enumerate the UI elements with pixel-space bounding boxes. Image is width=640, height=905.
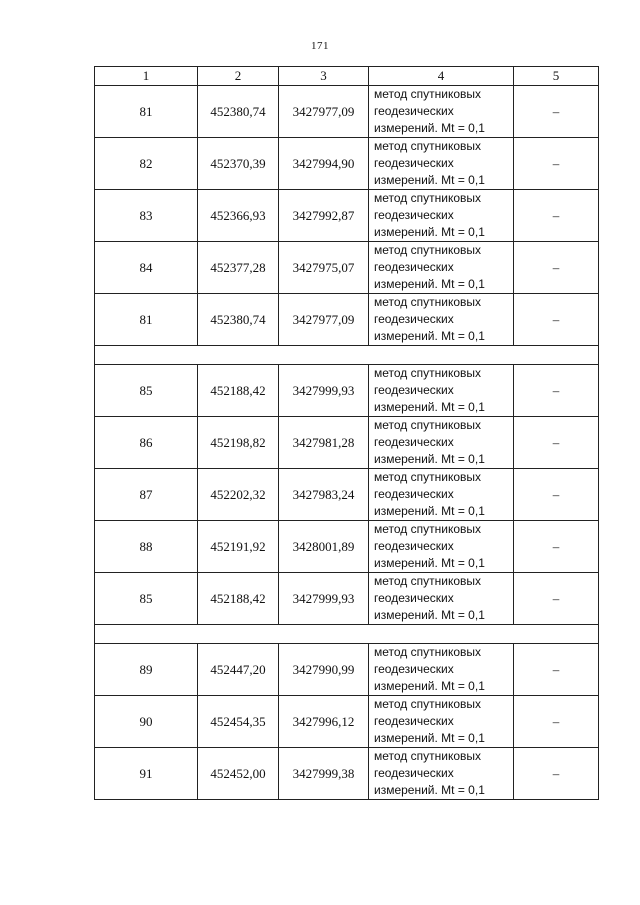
y-coordinate-cell: 3427990,99 xyxy=(279,644,369,696)
x-coordinate-cell: 452380,74 xyxy=(198,294,279,346)
method-text-line: метод спутниковых xyxy=(374,366,482,380)
method-cell xyxy=(369,365,514,417)
method-text-line: метод спутниковых xyxy=(374,139,482,153)
table-row xyxy=(95,242,599,294)
point-number-cell: 85 xyxy=(95,573,198,625)
method-cell xyxy=(369,242,514,294)
note-cell: – xyxy=(514,573,599,625)
point-number-cell: 91 xyxy=(95,748,198,800)
method-text-line: измерений. Mt = 0,1 xyxy=(374,504,485,518)
x-coordinate-cell: 452191,92 xyxy=(198,521,279,573)
note-cell: – xyxy=(514,469,599,521)
table-row xyxy=(95,469,599,521)
table-row xyxy=(95,86,599,138)
y-coordinate-cell: 3428001,89 xyxy=(279,521,369,573)
y-coordinate-cell: 3427999,93 xyxy=(279,365,369,417)
table-row xyxy=(95,365,599,417)
y-coordinate-cell: 3427996,12 xyxy=(279,696,369,748)
y-coordinate-cell: 3427999,38 xyxy=(279,748,369,800)
method-cell xyxy=(369,696,514,748)
x-coordinate-cell: 452454,35 xyxy=(198,696,279,748)
method-text-line: метод спутниковых xyxy=(374,191,482,205)
method-text-line: метод спутниковых xyxy=(374,697,482,711)
x-coordinate-cell: 452188,42 xyxy=(198,365,279,417)
point-number-cell: 86 xyxy=(95,417,198,469)
table-row xyxy=(95,573,599,625)
method-cell xyxy=(369,573,514,625)
table-row xyxy=(95,190,599,242)
header-cell-2: 2 xyxy=(198,67,279,86)
note-cell: – xyxy=(514,190,599,242)
table-row xyxy=(95,138,599,190)
note-cell: – xyxy=(514,417,599,469)
y-coordinate-cell: 3427994,90 xyxy=(279,138,369,190)
note-cell: – xyxy=(514,365,599,417)
method-text-line: геодезических xyxy=(374,208,454,222)
x-coordinate-cell: 452377,28 xyxy=(198,242,279,294)
note-cell: – xyxy=(514,86,599,138)
table-body xyxy=(95,67,599,800)
x-coordinate-cell: 452366,93 xyxy=(198,190,279,242)
method-text-line: измерений. Mt = 0,1 xyxy=(374,783,485,797)
method-text-line: измерений. Mt = 0,1 xyxy=(374,556,485,570)
method-text-line: геодезических xyxy=(374,435,454,449)
x-coordinate-cell: 452198,82 xyxy=(198,417,279,469)
method-text-line: измерений. Mt = 0,1 xyxy=(374,679,485,693)
method-text-line: измерений. Mt = 0,1 xyxy=(374,608,485,622)
group-separator-row xyxy=(95,625,599,644)
method-text-line: геодезических xyxy=(374,591,454,605)
y-coordinate-cell: 3427977,09 xyxy=(279,294,369,346)
x-coordinate-cell: 452202,32 xyxy=(198,469,279,521)
y-coordinate-cell: 3427977,09 xyxy=(279,86,369,138)
method-text-line: метод спутниковых xyxy=(374,295,482,309)
method-text-line: измерений. Mt = 0,1 xyxy=(374,329,485,343)
x-coordinate-cell: 452188,42 xyxy=(198,573,279,625)
method-text-line: измерений. Mt = 0,1 xyxy=(374,121,485,135)
note-cell: – xyxy=(514,644,599,696)
point-number-cell: 81 xyxy=(95,86,198,138)
y-coordinate-cell: 3427999,93 xyxy=(279,573,369,625)
method-text-line: геодезических xyxy=(374,104,454,118)
method-text-line: метод спутниковых xyxy=(374,470,482,484)
group-separator-cell xyxy=(95,625,599,644)
note-cell: – xyxy=(514,521,599,573)
method-text-line: измерений. Mt = 0,1 xyxy=(374,452,485,466)
table-row xyxy=(95,417,599,469)
note-cell: – xyxy=(514,138,599,190)
point-number-cell: 85 xyxy=(95,365,198,417)
point-number-cell: 84 xyxy=(95,242,198,294)
point-number-cell: 81 xyxy=(95,294,198,346)
method-text-line: измерений. Mt = 0,1 xyxy=(374,173,485,187)
coordinates-table xyxy=(94,66,599,800)
point-number-cell: 90 xyxy=(95,696,198,748)
x-coordinate-cell: 452447,20 xyxy=(198,644,279,696)
note-cell: – xyxy=(514,748,599,800)
note-cell: – xyxy=(514,294,599,346)
method-text-line: измерений. Mt = 0,1 xyxy=(374,400,485,414)
method-cell xyxy=(369,748,514,800)
method-text-line: метод спутниковых xyxy=(374,645,482,659)
point-number-cell: 83 xyxy=(95,190,198,242)
method-text-line: измерений. Mt = 0,1 xyxy=(374,277,485,291)
method-text-line: геодезических xyxy=(374,383,454,397)
method-cell xyxy=(369,521,514,573)
method-text-line: геодезических xyxy=(374,662,454,676)
method-cell xyxy=(369,190,514,242)
y-coordinate-cell: 3427992,87 xyxy=(279,190,369,242)
header-cell-5: 5 xyxy=(514,67,599,86)
note-cell: – xyxy=(514,242,599,294)
method-text-line: геодезических xyxy=(374,487,454,501)
y-coordinate-cell: 3427981,28 xyxy=(279,417,369,469)
method-cell xyxy=(369,294,514,346)
group-separator-cell xyxy=(95,346,599,365)
page-number: 171 xyxy=(311,40,329,52)
method-text-line: геодезических xyxy=(374,312,454,326)
method-text-line: геодезических xyxy=(374,766,454,780)
table-row xyxy=(95,696,599,748)
table-row xyxy=(95,521,599,573)
method-text-line: геодезических xyxy=(374,260,454,274)
header-row xyxy=(95,67,599,86)
method-text-line: метод спутниковых xyxy=(374,418,482,432)
method-text-line: геодезических xyxy=(374,156,454,170)
group-separator-row xyxy=(95,346,599,365)
method-text-line: метод спутниковых xyxy=(374,243,482,257)
method-text-line: метод спутниковых xyxy=(374,87,482,101)
y-coordinate-cell: 3427983,24 xyxy=(279,469,369,521)
point-number-cell: 89 xyxy=(95,644,198,696)
header-cell-3: 3 xyxy=(279,67,369,86)
x-coordinate-cell: 452380,74 xyxy=(198,86,279,138)
method-text-line: метод спутниковых xyxy=(374,574,482,588)
table-row xyxy=(95,294,599,346)
x-coordinate-cell: 452452,00 xyxy=(198,748,279,800)
method-text-line: измерений. Mt = 0,1 xyxy=(374,731,485,745)
method-cell xyxy=(369,417,514,469)
method-cell xyxy=(369,86,514,138)
note-cell: – xyxy=(514,696,599,748)
method-cell xyxy=(369,138,514,190)
table-row xyxy=(95,748,599,800)
point-number-cell: 88 xyxy=(95,521,198,573)
point-number-cell: 87 xyxy=(95,469,198,521)
point-number-cell: 82 xyxy=(95,138,198,190)
table-row xyxy=(95,644,599,696)
header-cell-4: 4 xyxy=(369,67,514,86)
method-text-line: геодезических xyxy=(374,714,454,728)
method-text-line: метод спутниковых xyxy=(374,522,482,536)
method-text-line: измерений. Mt = 0,1 xyxy=(374,225,485,239)
method-cell xyxy=(369,469,514,521)
method-cell xyxy=(369,644,514,696)
header-cell-1: 1 xyxy=(95,67,198,86)
method-text-line: геодезических xyxy=(374,539,454,553)
method-text-line: метод спутниковых xyxy=(374,749,482,763)
y-coordinate-cell: 3427975,07 xyxy=(279,242,369,294)
x-coordinate-cell: 452370,39 xyxy=(198,138,279,190)
